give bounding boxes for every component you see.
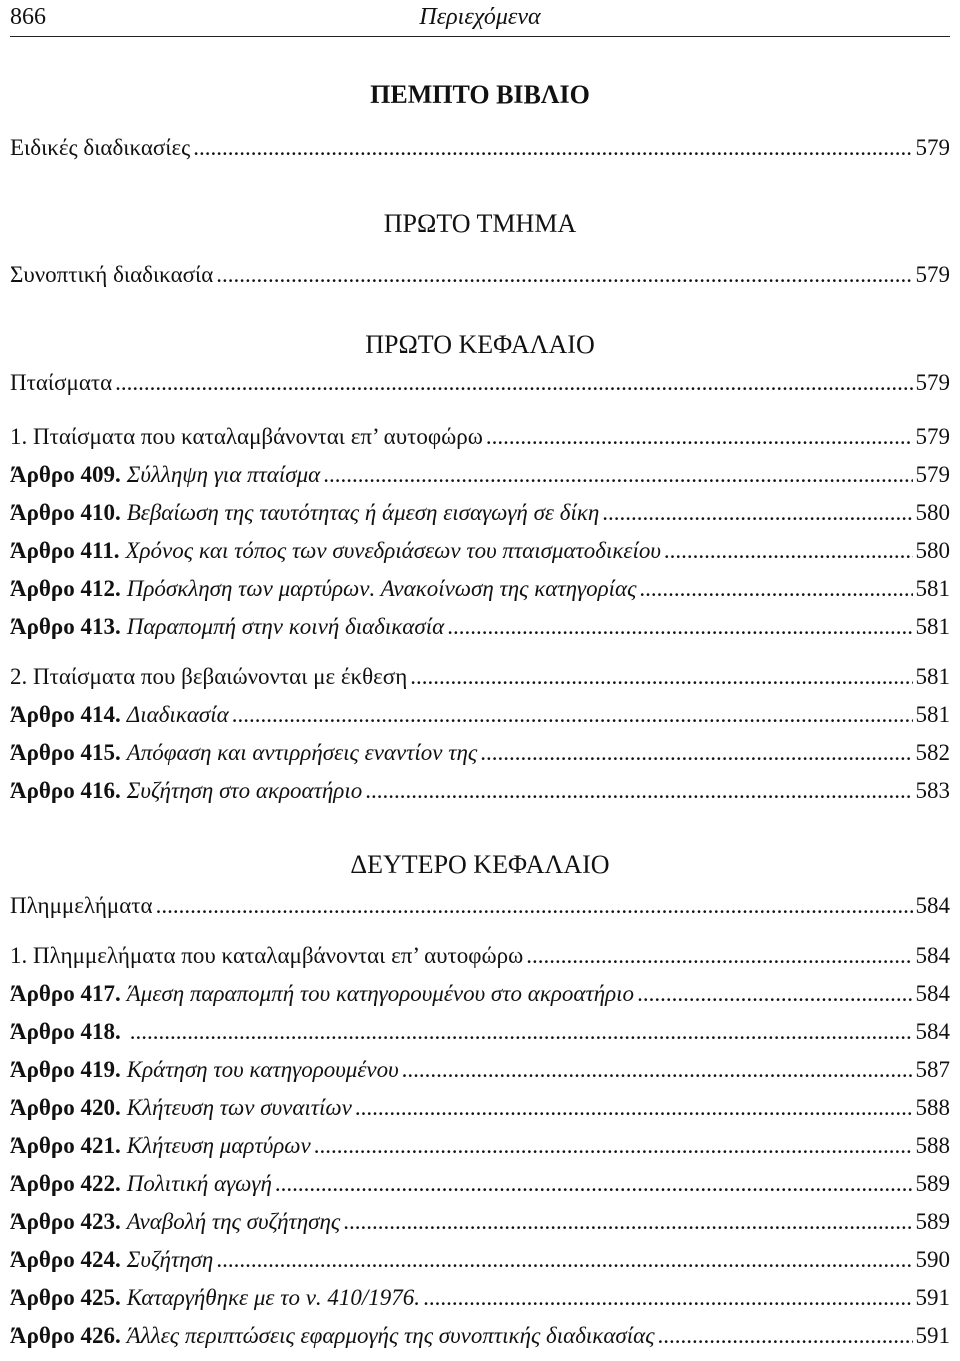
dot-leader xyxy=(526,943,912,969)
entry-page-number: 581 xyxy=(915,614,950,639)
entry-title: Πολιτική αγωγή xyxy=(126,1171,272,1196)
entry-page-number: 579 xyxy=(915,424,950,449)
dot-leader xyxy=(365,778,912,804)
entry-page-number: 587 xyxy=(915,1057,950,1082)
article-label: Άρθρο 415. xyxy=(10,740,121,765)
entry-page-number: 588 xyxy=(915,1133,950,1158)
dot-leader xyxy=(323,462,912,488)
article-label: Άρθρο 417. xyxy=(10,981,121,1006)
entry-title: 1. Πλημμελήματα που καταλαμβάνονται επ’ αυτοφώρω xyxy=(10,943,524,968)
dot-leader xyxy=(156,893,913,919)
toc-entry xyxy=(10,1323,950,1355)
entry-page-number: 579 xyxy=(915,370,950,395)
entry-title: 2. Πταίσματα που βεβαιώνονται με έκθεση xyxy=(10,664,408,689)
toc-entry xyxy=(10,981,950,1013)
entry-title: Απόφαση και αντιρρήσεις εναντίον της xyxy=(126,740,478,765)
toc-entry xyxy=(10,778,950,810)
entry-title: Χρόνος και τόπος των συνεδριάσεων του πταισματοδικείου xyxy=(125,538,661,563)
article-label: Άρθρο 422. xyxy=(10,1171,121,1196)
dot-leader xyxy=(602,500,912,526)
page-number: 866 xyxy=(10,4,46,30)
toc-entry xyxy=(10,1285,950,1317)
toc-entry xyxy=(10,614,950,646)
toc-entry xyxy=(10,664,950,696)
article-label: Άρθρο 419. xyxy=(10,1057,121,1082)
entry-page-number: 591 xyxy=(915,1323,950,1348)
dot-leader xyxy=(410,664,912,690)
dot-leader xyxy=(216,262,912,288)
entry-page-number: 583 xyxy=(915,778,950,803)
entry-page-number: 584 xyxy=(915,943,950,968)
toc-entry xyxy=(10,370,950,402)
toc-entry xyxy=(10,1247,950,1279)
toc-entry xyxy=(10,943,950,975)
entry-title: Κράτηση του κατηγορουμένου xyxy=(126,1057,399,1082)
chapter-heading: ΠΡΩΤΟ ΚΕΦΑΛΑΙΟ xyxy=(365,330,595,359)
running-title: Περιεχόμενα xyxy=(419,4,541,30)
chapter-heading: ΔΕΥΤΕΡΟ ΚΕΦΑΛΑΙΟ xyxy=(350,850,610,879)
entry-page-number: 579 xyxy=(915,462,950,487)
toc-entry xyxy=(10,462,950,494)
toc-entry xyxy=(10,576,950,608)
entry-page-number: 584 xyxy=(915,893,950,918)
entry-title: Καταργήθηκε με το ν. 410/1976. xyxy=(126,1285,421,1310)
entry-title: Διαδικασία xyxy=(126,702,229,727)
entry-title: Συζήτηση στο ακροατήριο xyxy=(126,778,363,803)
dot-leader xyxy=(314,1133,913,1159)
toc-entry xyxy=(10,1095,950,1127)
article-label: Άρθρο 424. xyxy=(10,1247,121,1272)
dot-leader xyxy=(486,424,913,450)
toc-entry xyxy=(10,538,950,570)
toc-entry xyxy=(10,1019,950,1051)
article-label: Άρθρο 418. xyxy=(10,1019,121,1044)
entry-page-number: 580 xyxy=(915,500,950,525)
dot-leader xyxy=(275,1171,913,1197)
dot-leader xyxy=(658,1323,913,1349)
toc-entry xyxy=(10,893,950,925)
dot-leader xyxy=(447,614,912,640)
article-label: Άρθρο 409. xyxy=(10,462,121,487)
toc-entry xyxy=(10,262,950,294)
entry-title: Άλλες περιπτώσεις εφαρμογής της συνοπτικής διαδικασίας xyxy=(126,1323,655,1348)
entry-page-number: 581 xyxy=(915,702,950,727)
toc-entry xyxy=(10,500,950,532)
page-header xyxy=(10,0,950,37)
article-label: Άρθρο 411. xyxy=(10,538,120,563)
dot-leader xyxy=(130,1019,913,1045)
dot-leader xyxy=(193,135,912,161)
entry-title: Αναβολή της συζήτησης xyxy=(126,1209,341,1234)
toc-entry xyxy=(10,1171,950,1203)
article-label: Άρθρο 421. xyxy=(10,1133,121,1158)
entry-title: Βεβαίωση της ταυτότητας ή άμεση εισαγωγή σε δίκη xyxy=(126,500,600,525)
entry-page-number: 581 xyxy=(915,664,950,689)
dot-leader xyxy=(637,981,912,1007)
entry-page-number: 584 xyxy=(915,981,950,1006)
dot-leader xyxy=(232,702,913,728)
article-label: Άρθρο 410. xyxy=(10,500,121,525)
entry-page-number: 589 xyxy=(915,1171,950,1196)
entry-title: Κλήτευση μαρτύρων xyxy=(126,1133,311,1158)
dot-leader xyxy=(480,740,912,766)
entry-title: Άμεση παραπομπή του κατηγορουμένου στο ακροατήριο xyxy=(126,981,635,1006)
dot-leader xyxy=(343,1209,912,1235)
dot-leader xyxy=(402,1057,913,1083)
entry-title: Πλημμελήματα xyxy=(10,893,153,918)
toc-entry xyxy=(10,702,950,734)
article-label: Άρθρο 423. xyxy=(10,1209,121,1234)
entry-title: Παραπομπή στην κοινή διαδικασία xyxy=(126,614,445,639)
toc-entry xyxy=(10,1057,950,1089)
toc-entry xyxy=(10,424,950,456)
entry-page-number: 579 xyxy=(915,262,950,287)
toc-entry xyxy=(10,135,950,167)
dot-leader xyxy=(355,1095,913,1121)
entry-title: Κλήτευση των συναιτίων xyxy=(126,1095,352,1120)
entry-page-number: 590 xyxy=(915,1247,950,1272)
article-label: Άρθρο 426. xyxy=(10,1323,121,1348)
dot-leader xyxy=(639,576,912,602)
article-label: Άρθρο 413. xyxy=(10,614,121,639)
entry-page-number: 588 xyxy=(915,1095,950,1120)
entry-title: Συνοπτική διαδικασία xyxy=(10,262,214,287)
entry-title: Πρόσκληση των μαρτύρων. Ανακοίνωση της κατηγορίας xyxy=(126,576,637,601)
entry-title: 1. Πταίσματα που καταλαμβάνονται επ’ αυτοφώρω xyxy=(10,424,483,449)
entry-title: Συζήτηση xyxy=(126,1247,214,1272)
dot-leader xyxy=(216,1247,912,1273)
article-label: Άρθρο 420. xyxy=(10,1095,121,1120)
entry-page-number: 582 xyxy=(915,740,950,765)
article-label: Άρθρο 425. xyxy=(10,1285,121,1310)
section-heading: ΠΡΩΤΟ ΤΜΗΜΑ xyxy=(383,209,577,238)
dot-leader xyxy=(423,1285,912,1311)
dot-leader xyxy=(664,538,913,564)
entry-page-number: 589 xyxy=(915,1209,950,1234)
toc-entry xyxy=(10,1209,950,1241)
toc-entry xyxy=(10,1133,950,1165)
article-label: Άρθρο 414. xyxy=(10,702,121,727)
article-label: Άρθρο 416. xyxy=(10,778,121,803)
article-label: Άρθρο 412. xyxy=(10,576,121,601)
entry-title: Σύλληψη για πταίσμα xyxy=(126,462,321,487)
entry-page-number: 584 xyxy=(915,1019,950,1044)
entry-page-number: 591 xyxy=(915,1285,950,1310)
entry-page-number: 579 xyxy=(915,135,950,160)
toc-entry xyxy=(10,740,950,772)
dot-leader xyxy=(115,370,912,396)
entry-page-number: 580 xyxy=(915,538,950,563)
entry-title: Πταίσματα xyxy=(10,370,113,395)
book-heading: ΠΕΜΠΤΟ ΒΙΒΛΙΟ xyxy=(370,80,590,109)
entry-title: Ειδικές διαδικασίες xyxy=(10,135,191,160)
entry-page-number: 581 xyxy=(915,576,950,601)
